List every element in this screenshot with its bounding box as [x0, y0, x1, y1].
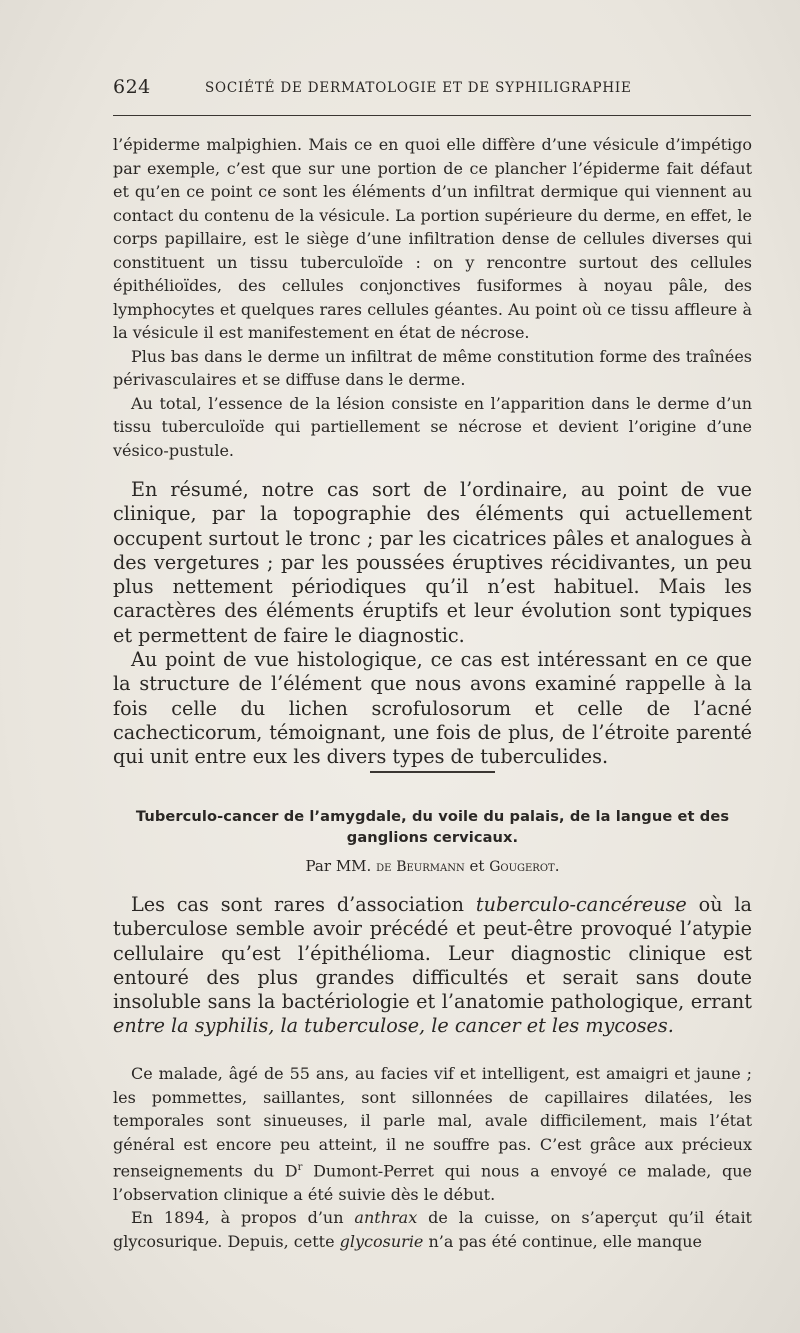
- author1-particle: de: [376, 859, 392, 875]
- obs-1894-c: n’a pas été continue, elle manque: [423, 1231, 703, 1251]
- intro-italic-1: tuberculo-cancéreuse: [475, 893, 687, 916]
- header-rule: [113, 115, 751, 116]
- obs-1894-b: de la cuisse, on s’aperçut qu’il était glycosurique. Depuis, cette: [113, 1208, 752, 1251]
- section-separator: [370, 771, 495, 773]
- obs-1894-italic-1: anthrax: [354, 1208, 418, 1228]
- intro-section: [113, 893, 752, 1039]
- obs-1894-a: En 1894, à propos d’un: [131, 1208, 355, 1228]
- paragraph-1894: [113, 1206, 752, 1253]
- byline-period: .: [554, 857, 560, 875]
- histology-section: [113, 133, 752, 462]
- intro-text-2: où la tuberculose semble avoir précédé et peut-être provoqué l’atypie cellulaire qu’est l’épithélioma. Leur diagnostic clinique est entouré des plus grandes difficultés et serait sans doute insoluble sans la bactériologie et l’anatomie pathologique, errant: [113, 893, 752, 1014]
- obs-superscript: r: [297, 1162, 303, 1173]
- byline-and: et: [469, 857, 485, 875]
- paragraph-intro: [113, 893, 752, 1039]
- paragraph-epiderme: l’épiderme malpighien. Mais ce en quoi elle diffère d’une vésicule d’impétigo par exemple, c’est que sur une portion de ce plancher l’épiderme fait défaut et qu’en ce point ce sont les éléments d’un infiltrat dermique qui viennent au contact du contenu de la vésicule. La portion supérieure du derme, en effet, le corps papillaire, est le siège d’une infiltration dense de cellules diverses qui constituent un tissu tuberculoïde : on y rencontre surtout des cellules épithélioïdes, des cellules conjonctives fusiformes à noyau pâle, des lymphocytes et quelques rares cellules géantes. Au point où ce tissu affleure à la vésicule il est manifestement en état de nécrose.: [113, 135, 752, 342]
- paragraph-malade: [113, 1062, 752, 1206]
- paragraph-total: Au total, l’essence de la lésion consiste en l’apparition dans le derme d’un tissu tuberculoïde qui partiellement se nécrose et devient l’origine d’une vésico-pustule.: [113, 393, 752, 460]
- article-title: Tuberculo-cancer de l’amygdale, du voile du palais, de la langue et des ganglions cervicaux.: [135, 808, 730, 846]
- byline-prefix: Par MM.: [305, 857, 372, 875]
- obs-text-2: Dumont-Perret qui nous a envoyé ce malade, que l’observation clinique a été suivie dès le début.: [113, 1161, 752, 1204]
- paragraph-histologique: Au point de vue histologique, ce cas est intéressant en ce que la structure de l’élément que nous avons examiné rappelle à la fois celle du lichen scrofulosorum et celle de l’acné cachecticorum, témoignant, une fois de plus, de l’étroite parenté qui unit entre eux les divers types de tuberculides.: [113, 648, 752, 769]
- obs-text-1: Ce malade, âgé de 55 ans, au facies vif et intelligent, est amaigri et jaune ; les pommettes, saillantes, sont sillonnées de capillaires dilatées, les temporales sont sinueuses, il parle mal, avale difficilement, mais l’état général est encore peu atteint, il ne souffre pas. C’est grâce aux précieux renseignements du D: [113, 1064, 752, 1181]
- summary-section: [113, 478, 752, 770]
- page-number: 624: [113, 76, 151, 98]
- byline: [113, 857, 752, 875]
- author1: Beurmann: [396, 859, 465, 875]
- running-head: SOCIÉTÉ DE DERMATOLOGIE ET DE SYPHILIGRAPHIE: [205, 80, 632, 96]
- author2: Gougerot: [489, 859, 555, 875]
- paragraph-resume: En résumé, notre cas sort de l’ordinaire, au point de vue clinique, par la topographie des éléments qui actuellement occupent surtout le tronc ; par les cicatrices pâles et analogues à des vergetures ; par les poussées éruptives récidivantes, un peu plus nettement périodiques qu’il n’est habituel. Mais les caractères des éléments éruptifs et leur évolution sont typiques et permettent de faire le diagnostic.: [113, 478, 752, 647]
- observation-section: [113, 1062, 752, 1253]
- intro-text-1: Les cas sont rares d’association: [131, 893, 476, 916]
- obs-1894-italic-2: glycosurie: [339, 1231, 424, 1251]
- intro-italic-2: entre la syphilis, la tuberculose, le cancer et les mycoses.: [113, 1014, 674, 1038]
- paragraph-derme: Plus bas dans le derme un infiltrat de même constitution forme des traînées périvasculaires et se diffuse dans le derme.: [113, 346, 752, 389]
- page-header: [113, 76, 753, 102]
